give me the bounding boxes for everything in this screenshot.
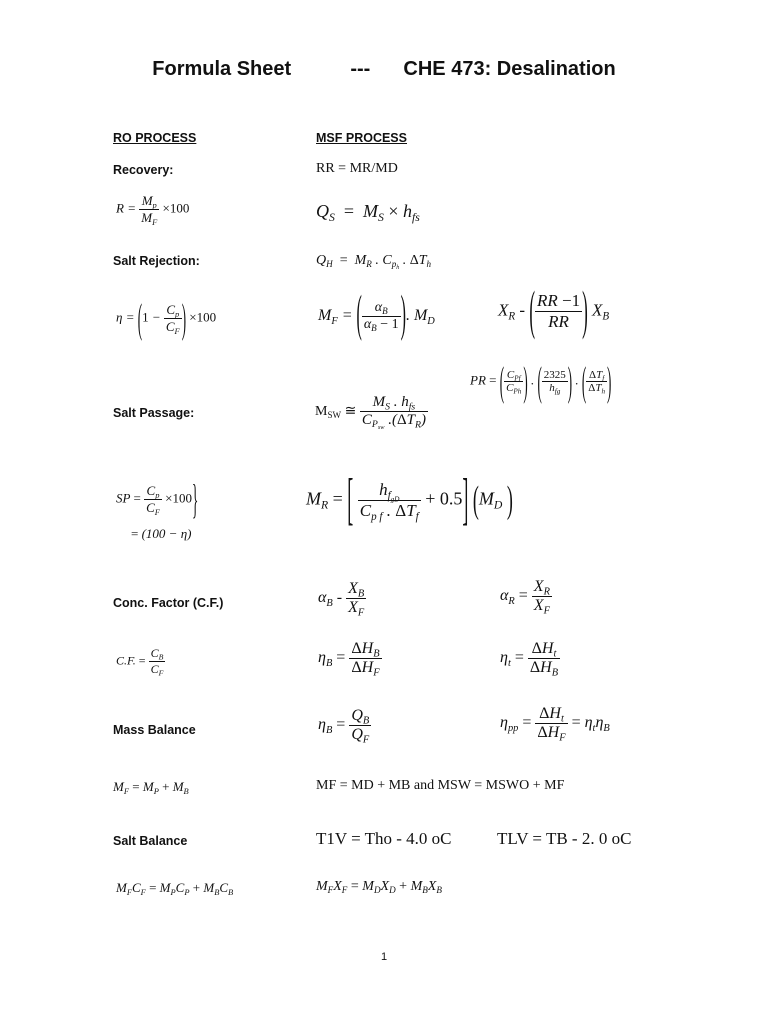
- eta-b-enthalpy-formula: $\eta_B$ = $\frac{\Delta H_B}{\Delta H_F}$: [318, 640, 380, 679]
- msf-salt-balance-formula: $M_FX_F = M_DX_D + M_BX_B$: [316, 879, 442, 896]
- title-part1: Formula Sheet: [152, 58, 292, 80]
- heat-load-formula: $Q_H = M_R$ . $C_{p_h}$ . $\Delta T_h$: [316, 253, 432, 272]
- rejection-hundred: 100: [196, 309, 217, 325]
- page-number: 1: [380, 951, 388, 963]
- recycle-flow-formula: $M_R$ = [ $\frac{h_{f_{gD}}}{C_{p f} . \Delta T_f}$ + 0.5] ($M_D$ ): [306, 466, 513, 531]
- recovery-hundred: 100: [169, 200, 190, 216]
- eta-t-formula: $\eta_t$ = $\frac{\Delta H_t}{\Delta H_B}$: [500, 640, 559, 679]
- rejection-one: 1: [142, 309, 149, 325]
- salt-passage-alt: = (100 − η): [131, 526, 192, 541]
- eta-pp-formula: $\eta_{pp}$ = $\frac{\Delta H_t}{\Delta H_F}$ = $\eta_t\eta_B$: [500, 705, 610, 744]
- sp-hundred: 100: [172, 490, 192, 506]
- temperature-formula-right: [497, 829, 631, 849]
- title-course: CHE 473: Desalination: [403, 58, 616, 80]
- salt-passage-formula: SP = $\frac{C_p}{C_F}$ ×100}: [116, 473, 199, 522]
- msf-process-header: MSF PROCESS: [316, 131, 407, 145]
- feed-flow-formula: $M_F$ = ( $\frac{\alpha_B}{\alpha_B - 1}$ ). $M_D$: [318, 287, 435, 343]
- recycle-ratio-formula: [316, 161, 398, 177]
- salt-rejection-formula: η = (1 − $\frac{C_p}{C_F}$ ) ×100: [116, 292, 217, 341]
- conc-factor-label: Conc. Factor (C.F.): [113, 596, 224, 610]
- recycle-concentration-formula: $X_R$ - ( $\frac{RR -1}{RR}$ ) $X_B$: [498, 279, 610, 341]
- mass-balance-label: Mass Balance: [113, 723, 196, 737]
- recycle-half: 0.5: [439, 488, 463, 509]
- recovery-label: Recovery:: [113, 163, 174, 177]
- recovery-formula: R = $\frac{M_p}{M_F}$ ×100: [116, 193, 190, 227]
- pr-constant: 2325: [543, 369, 566, 381]
- temperature-formula-left: [316, 829, 452, 849]
- eta-b-heat-formula: $\eta_B$ = $\frac{Q_B}{Q_F}$: [318, 707, 370, 746]
- performance-ratio-formula: PR = ( $\frac{C_{Pf}}{C_{Ph}}$ ) . ( $\frac{2325}{h_{fg}}$ ) . ( $\frac{\Delta T_f}{\Delta T_h}$ ): [470, 355, 612, 404]
- ro-mass-balance-formula: $M_F = M_P + M_B$: [113, 779, 189, 796]
- ro-salt-balance-formula: $M_FC_F = M_PC_P + M_BC_B$: [116, 880, 234, 897]
- page-title: [0, 58, 768, 81]
- msf-mass-balance-formula: [316, 778, 564, 794]
- salt-balance-label: Salt Balance: [113, 834, 188, 848]
- alpha-b-formula: $\alpha_B$ - $\frac{X_B}{X_F}$: [318, 580, 365, 619]
- temps-left-text: T1V = Tho - 4.0 oC: [316, 829, 452, 848]
- ro-process-header: RO PROCESS: [113, 131, 197, 145]
- cf-formula: C.F. = $\frac{C_B}{C_F}$: [116, 646, 164, 678]
- alpha-r-formula: $\alpha_R$ = $\frac{X_R}{X_F}$: [500, 578, 550, 617]
- steam-heat-formula: $Q_S = M_S \times h_{fs}$: [316, 201, 420, 225]
- mass-flows-text: MF = MD + MB and MSW = MSWO + MF: [316, 778, 565, 793]
- sp-hundred-eta: (100 − η): [141, 526, 192, 541]
- temps-right-text: TLV = TB - 2. 0 oC: [497, 829, 632, 848]
- seawater-flow-formula: $M_{SW}$ ≅ $\frac{M_S . h_{fs}}{C_{P_{sw}} .(\Delta T_R)}$: [315, 394, 426, 432]
- salt-rejection-label: Salt Rejection:: [113, 254, 200, 268]
- recycle-ratio-text: RR = MR/MD: [316, 161, 398, 176]
- title-separator: ---: [350, 58, 371, 80]
- salt-passage-label: Salt Passage:: [113, 406, 195, 420]
